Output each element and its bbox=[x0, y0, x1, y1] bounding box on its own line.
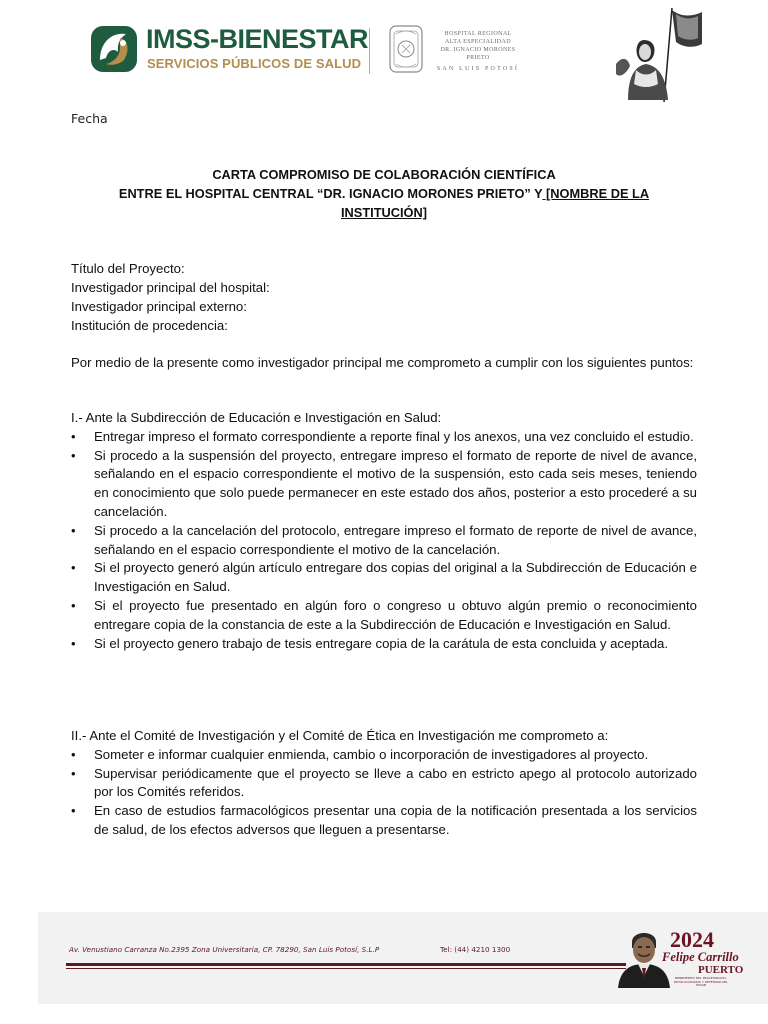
section-comites bbox=[71, 727, 697, 840]
footer-phone: Tel: (44) 4210 1300 bbox=[440, 945, 511, 954]
footer-rule-thin bbox=[66, 968, 626, 969]
heroine-flag-illustration-icon bbox=[614, 4, 706, 104]
list-item bbox=[71, 559, 697, 597]
list-item-text: Si el proyecto genero trabajo de tesis entregare copia de la carátula de esta concluida y aceptada. bbox=[94, 635, 669, 651]
imss-bienestar-logo bbox=[90, 24, 369, 76]
felipe-year: 2024 bbox=[670, 927, 714, 952]
list-item bbox=[71, 635, 697, 654]
list-item-text: Si procedo a la suspensión del proyecto, entregare impreso el formato de reporte de nivel de avance, señalando en el espacio correspondiente el motivo de la suspensión, esto cada seis meses, teniendo en conocimiento que solo puede permanecer en este estado dos años, posterior a esto procederé a su cancelación. bbox=[94, 447, 697, 519]
field-project-title: Título del Proyecto: bbox=[71, 261, 185, 276]
hospital-line1: HOSPITAL REGIONAL bbox=[444, 31, 512, 37]
title-line-3: INSTITUCIÓN] bbox=[340, 205, 428, 220]
bullet-icon: • bbox=[71, 560, 76, 576]
felipe-puerto: PUERTO bbox=[698, 964, 744, 976]
field-external-investigator: Investigador principal externo: bbox=[71, 299, 247, 314]
bullet-icon: • bbox=[71, 597, 76, 613]
list-item-text: Si el proyecto generó algún artículo entregare dos copias del original a la Subdirección de Educación e Investigación en Salud. bbox=[94, 560, 697, 595]
list-item-text: Si procedo a la cancelación del protocolo, entregare impreso el formato de reporte de nivel de avance, señalando en el espacio correspondiente el motivo de la cancelación. bbox=[94, 522, 697, 557]
letterhead bbox=[0, 0, 768, 110]
header-divider bbox=[369, 28, 370, 74]
bullet-icon: • bbox=[71, 428, 76, 444]
title-line-2 bbox=[71, 184, 697, 203]
list-item bbox=[71, 746, 697, 765]
section-title: I.- Ante la Subdirección de Educación e Investigación en Salud: bbox=[71, 410, 442, 425]
list-item bbox=[71, 428, 697, 447]
hospital-logo bbox=[388, 24, 528, 76]
hospital-seal-icon bbox=[388, 24, 424, 74]
hospital-name bbox=[428, 30, 528, 62]
felipe-caption: BENEMÉRITO DEL PROLETARIADO, REVOLUCIONARIO Y DEFENSOR DEL MAYAB bbox=[673, 976, 729, 987]
list-item bbox=[71, 522, 697, 560]
section-title: II.- Ante el Comité de Investigación y el Comité de Ética en Investigación me comprometo a: bbox=[71, 728, 609, 743]
list-item bbox=[71, 597, 697, 635]
intro-paragraph: Por medio de la presente como investigador principal me comprometo a cumplir con los siguientes puntos: bbox=[71, 355, 694, 370]
list-item-text: Supervisar periódicamente que el proyecto se lleve a cabo en estricto apego al protocolo autorizado por los Comités referidos. bbox=[94, 765, 697, 800]
list-item-text: Entregar impreso el formato correspondiente a reporte final y los anexos, una vez concluido el estudio. bbox=[94, 428, 694, 444]
list-item bbox=[71, 447, 697, 522]
footer-rule bbox=[66, 963, 626, 966]
title-line-2-text: ENTRE EL HOSPITAL CENTRAL “DR. IGNACIO MORONES PRIETO” Y bbox=[118, 186, 543, 201]
list-item-text: En caso de estudios farmacológicos presentar una copia de la notificación presentada a los servicios de salud, de los efectos adversos que lleguen a presentarse. bbox=[94, 803, 697, 837]
project-fields bbox=[71, 259, 697, 335]
list-item bbox=[71, 765, 697, 803]
imss-title: IMSS-BIENESTAR bbox=[146, 24, 369, 54]
date-label: Fecha bbox=[71, 111, 108, 126]
footer-address: Av. Venustiano Carranza No.2395 Zona Universitaria, CP. 78290, San Luis Potosí, S.L.P bbox=[69, 945, 380, 954]
hospital-line3: DR. IGNACIO MORONES PRIETO bbox=[440, 47, 516, 61]
commitment-list bbox=[71, 746, 697, 840]
bullet-icon: • bbox=[71, 447, 76, 463]
imss-emblem-icon bbox=[90, 24, 140, 74]
bullet-icon: • bbox=[71, 803, 76, 819]
field-institution: Institución de procedencia: bbox=[71, 318, 228, 333]
bullet-icon: • bbox=[71, 765, 76, 781]
section-subdireccion bbox=[71, 409, 697, 653]
commitment-list bbox=[71, 428, 697, 654]
institution-placeholder: [NOMBRE DE LA bbox=[542, 186, 650, 201]
title-line-1: CARTA COMPROMISO DE COLABORACIÓN CIENTÍFICA bbox=[212, 167, 556, 182]
bullet-icon: • bbox=[71, 635, 76, 651]
field-hospital-investigator: Investigador principal del hospital: bbox=[71, 280, 270, 295]
list-item-text: Si el proyecto fue presentado en algún foro o congreso u obtuvo algún premio o reconocimiento entregare copia de la constancia de este a la Subdirección de Educación e Investigación en Salud. bbox=[94, 597, 697, 632]
list-item bbox=[71, 802, 697, 840]
document-title bbox=[71, 165, 697, 222]
bullet-icon: • bbox=[71, 522, 76, 538]
hospital-city: SAN LUIS POTOSÍ bbox=[436, 66, 520, 72]
bullet-icon: • bbox=[71, 746, 76, 762]
hospital-line2: ALTA ESPECIALIDAD bbox=[445, 39, 511, 45]
felipe-name: Felipe Carrillo bbox=[662, 950, 739, 964]
imss-subtitle: SERVICIOS PÚBLICOS DE SALUD bbox=[147, 56, 362, 71]
list-item-text: Someter e informar cualquier enmienda, cambio o incorporación de investigadores al proyecto. bbox=[94, 746, 649, 762]
